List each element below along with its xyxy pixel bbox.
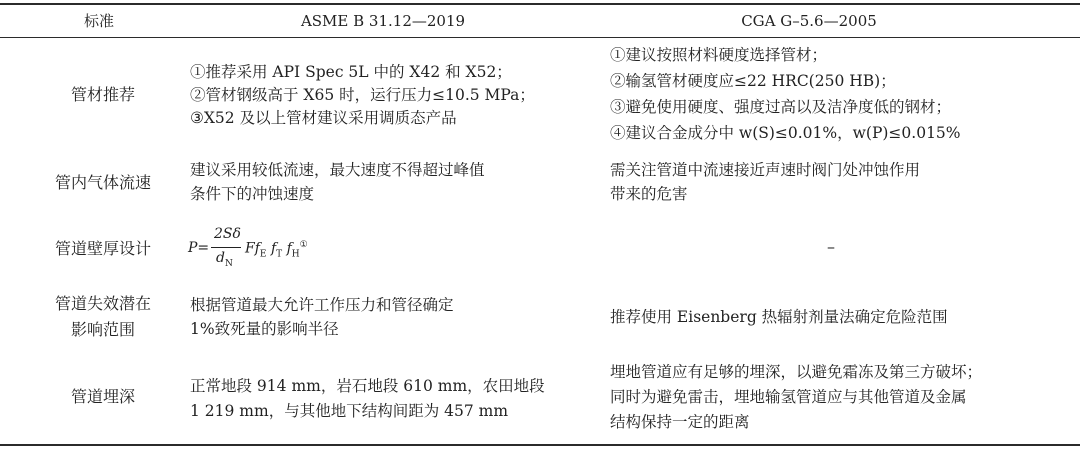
asme-pipe-material-line-3: ③X52 及以上管材建议采用调质态产品 xyxy=(190,109,457,127)
cga-gas-velocity-line-2: 带来的危害 xyxy=(610,185,688,203)
cga-burial-depth-line-2: 同时为避免雷击，埋地输氢管道应与其他管道及金属 xyxy=(610,388,967,406)
asme-pipe-material-line-1: ①推荐采用 API Spec 5L 中的 X42 和 X52； xyxy=(190,63,512,81)
header-cga: CGA G–5.6—2005 xyxy=(741,12,877,30)
header-asme: ASME B 31.12—2019 xyxy=(300,12,466,30)
wall-thickness-formula xyxy=(188,226,338,274)
row-label-failure-impact-line-2: 影响范围 xyxy=(70,320,135,339)
row-label-failure-impact-line-1: 管道失效潜在 xyxy=(54,294,151,313)
cga-pipe-material-line-2: ②输氢管材硬度应≤22 HRC(250 HB)； xyxy=(610,72,896,90)
asme-gas-velocity-line-1: 建议采用较低流速，最大速度不得超过峰值 xyxy=(190,161,485,179)
table-bottom-rule xyxy=(0,444,1080,446)
table-top-rule xyxy=(0,3,1080,5)
cga-gas-velocity-line-1: 需关注管道中流速接近声速时阀门处冲蚀作用 xyxy=(610,161,921,179)
cga-pipe-material-line-3: ③避免使用硬度、强度过高以及洁净度低的钢材； xyxy=(610,98,952,116)
asme-burial-depth-line-1: 正常地段 914 mm，岩石地段 610 mm，农田地段 xyxy=(190,377,545,395)
cga-burial-depth-line-3: 结构保持一定的距离 xyxy=(610,413,750,431)
asme-burial-depth-line-2: 1 219 mm，与其他地下结构间距为 457 mm xyxy=(190,402,509,420)
cga-failure-impact-line-1: 推荐使用 Eisenberg 热辐射剂量法确定危险范围 xyxy=(610,308,948,326)
asme-pipe-material-line-2: ②管材钢级高于 X65 时，运行压力≤10.5 MPa； xyxy=(190,86,535,104)
row-label-burial-depth: 管道埋深 xyxy=(70,387,135,406)
cga-pipe-material-line-4: ④建议合金成分中 w(S)≤0.01%，w(P)≤0.015% xyxy=(610,124,961,142)
formula-lhs: P= xyxy=(188,240,210,256)
formula-numerator: 2Sδ xyxy=(214,226,241,242)
row-label-wall-thickness: 管道壁厚设计 xyxy=(54,239,151,258)
row-label-pipe-material: 管材推荐 xyxy=(70,85,135,104)
cga-pipe-material-line-1: ①建议按照材料硬度选择管材； xyxy=(610,46,828,64)
asme-failure-impact-line-2: 1%致死量的影响半径 xyxy=(190,320,339,338)
formula-denominator: $d_N$ xyxy=(216,250,233,269)
cga-wall-thickness-empty: – xyxy=(827,237,835,256)
formula-factors: $Ff_E$ $f_T$ $f_H^①$ xyxy=(245,240,308,260)
header-standard: 标准 xyxy=(84,12,115,30)
asme-gas-velocity-line-2: 条件下的冲蚀速度 xyxy=(190,185,315,203)
cga-burial-depth-line-1: 埋地管道应有足够的埋深，以避免霜冻及第三方破坏； xyxy=(610,363,983,381)
row-label-gas-velocity: 管内气体流速 xyxy=(54,173,151,192)
asme-failure-impact-line-1: 根据管道最大允许工作压力和管径确定 xyxy=(190,296,454,314)
table-header-rule xyxy=(0,37,1080,38)
formula-fraction-bar xyxy=(211,247,241,248)
